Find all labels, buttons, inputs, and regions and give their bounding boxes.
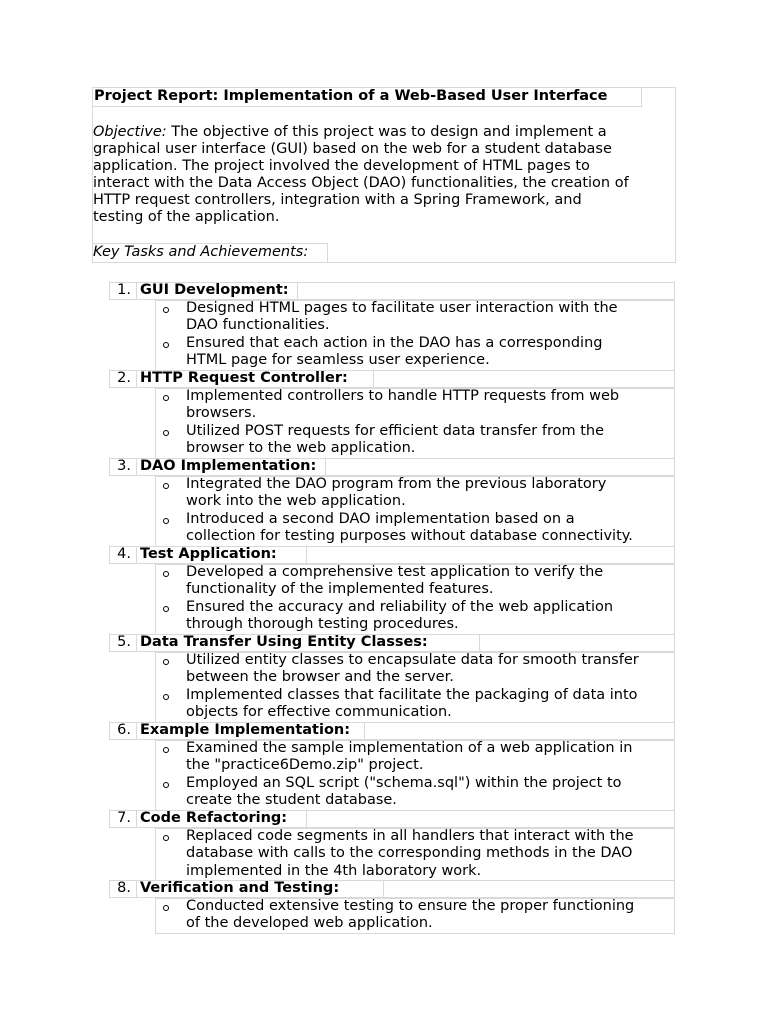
bullet-text-line: objects for effective communication.	[186, 704, 452, 720]
bullet-text-line: database with calls to the corresponding methods in the DAO	[186, 845, 633, 861]
bullet-text-line: the "practice6Demo.zip" project.	[186, 757, 424, 773]
bullet-text-line: browsers.	[186, 405, 257, 421]
bullet-icon	[163, 483, 169, 489]
bullet-text-line: create the student database.	[186, 792, 397, 808]
bullet-text-line: Developed a comprehensive test application to verify the	[186, 564, 604, 580]
bullet-icon	[163, 395, 169, 401]
section-heading: GUI Development:	[140, 282, 289, 298]
objective-text: The objective of this project was to design and implement a	[166, 124, 607, 140]
bullet-text-line: Ensured the accuracy and reliability of the web application	[186, 599, 614, 615]
bullet-text-line: Employed an SQL script ("schema.sql") within the project to	[186, 775, 622, 791]
section-heading: Data Transfer Using Entity Classes:	[140, 634, 428, 650]
section-number: 3.	[117, 458, 131, 474]
bullet-icon	[163, 518, 169, 524]
section-heading: Example Implementation:	[140, 722, 351, 738]
bullet-text-line: Designed HTML pages to facilitate user interaction with the	[186, 300, 618, 316]
section-number: 8.	[117, 880, 131, 896]
bullet-icon	[163, 571, 169, 577]
bullet-text-line: of the developed web application.	[186, 915, 433, 931]
section-number: 4.	[117, 546, 131, 562]
bullet-text-line: collection for testing purposes without database connectivity.	[186, 528, 633, 544]
bullet-text-line: Conducted extensive testing to ensure the proper functioning	[186, 898, 635, 914]
section-number: 1.	[117, 282, 131, 298]
bullet-icon	[163, 659, 169, 665]
section-heading: Test Application:	[140, 546, 277, 562]
bullet-text-line: Implemented controllers to handle HTTP requests from web	[186, 388, 620, 404]
bullet-text-line: work into the web application.	[186, 493, 406, 509]
key-tasks-label: Key Tasks and Achievements:	[93, 244, 309, 260]
bullet-icon	[163, 835, 169, 841]
bullet-icon	[163, 307, 169, 313]
section-number: 2.	[117, 370, 131, 386]
objective-line: application. The project involved the development of HTML pages to	[93, 158, 590, 174]
objective-line: testing of the application.	[93, 209, 280, 225]
section-number: 6.	[117, 722, 131, 738]
bullet-icon	[163, 905, 169, 911]
bullet-text-line: browser to the web application.	[186, 440, 416, 456]
bullet-icon	[163, 782, 169, 788]
bullet-text-line: Introduced a second DAO implementation based on a	[186, 511, 575, 527]
bullet-text-line: Implemented classes that facilitate the packaging of data into	[186, 687, 638, 703]
objective-line: HTTP request controllers, integration with a Spring Framework, and	[93, 192, 582, 208]
section-heading: Verification and Testing:	[140, 880, 340, 896]
bullet-text-line: Integrated the DAO program from the previous laboratory	[186, 476, 607, 492]
objective-line: graphical user interface (GUI) based on the web for a student database	[93, 141, 612, 157]
bullet-text-line: Ensured that each action in the DAO has a corresponding	[186, 335, 603, 351]
objective-line: interact with the Data Access Object (DAO) functionalities, the creation of	[93, 175, 629, 191]
bullet-icon	[163, 430, 169, 436]
bullet-icon	[163, 606, 169, 612]
objective-line	[93, 124, 607, 141]
bullet-text-line: Utilized entity classes to encapsulate data for smooth transfer	[186, 652, 639, 668]
bullet-text-line: through thorough testing procedures.	[186, 616, 459, 632]
bullet-text-line: DAO functionalities.	[186, 317, 330, 333]
section-number: 7.	[117, 810, 131, 826]
bullet-icon	[163, 747, 169, 753]
bullet-icon	[163, 694, 169, 700]
bullet-text-line: Replaced code segments in all handlers that interact with the	[186, 828, 634, 844]
objective-label: Objective:	[93, 124, 167, 140]
bullet-icon	[163, 342, 169, 348]
bullet-text-line: Utilized POST requests for efficient data transfer from the	[186, 423, 605, 439]
bullet-text-line: implemented in the 4th laboratory work.	[186, 863, 482, 879]
bullet-text-line: functionality of the implemented features.	[186, 581, 494, 597]
section-heading: Code Refactoring:	[140, 810, 288, 826]
section-heading: HTTP Request Controller:	[140, 370, 348, 386]
bullet-text-line: HTML page for seamless user experience.	[186, 352, 490, 368]
section-number: 5.	[117, 634, 131, 650]
bullet-text-line: Examined the sample implementation of a web application in	[186, 740, 633, 756]
bullet-text-line: between the browser and the server.	[186, 669, 454, 685]
page-title: Project Report: Implementation of a Web-Based User Interface	[94, 88, 608, 104]
section-heading: DAO Implementation:	[140, 458, 317, 474]
